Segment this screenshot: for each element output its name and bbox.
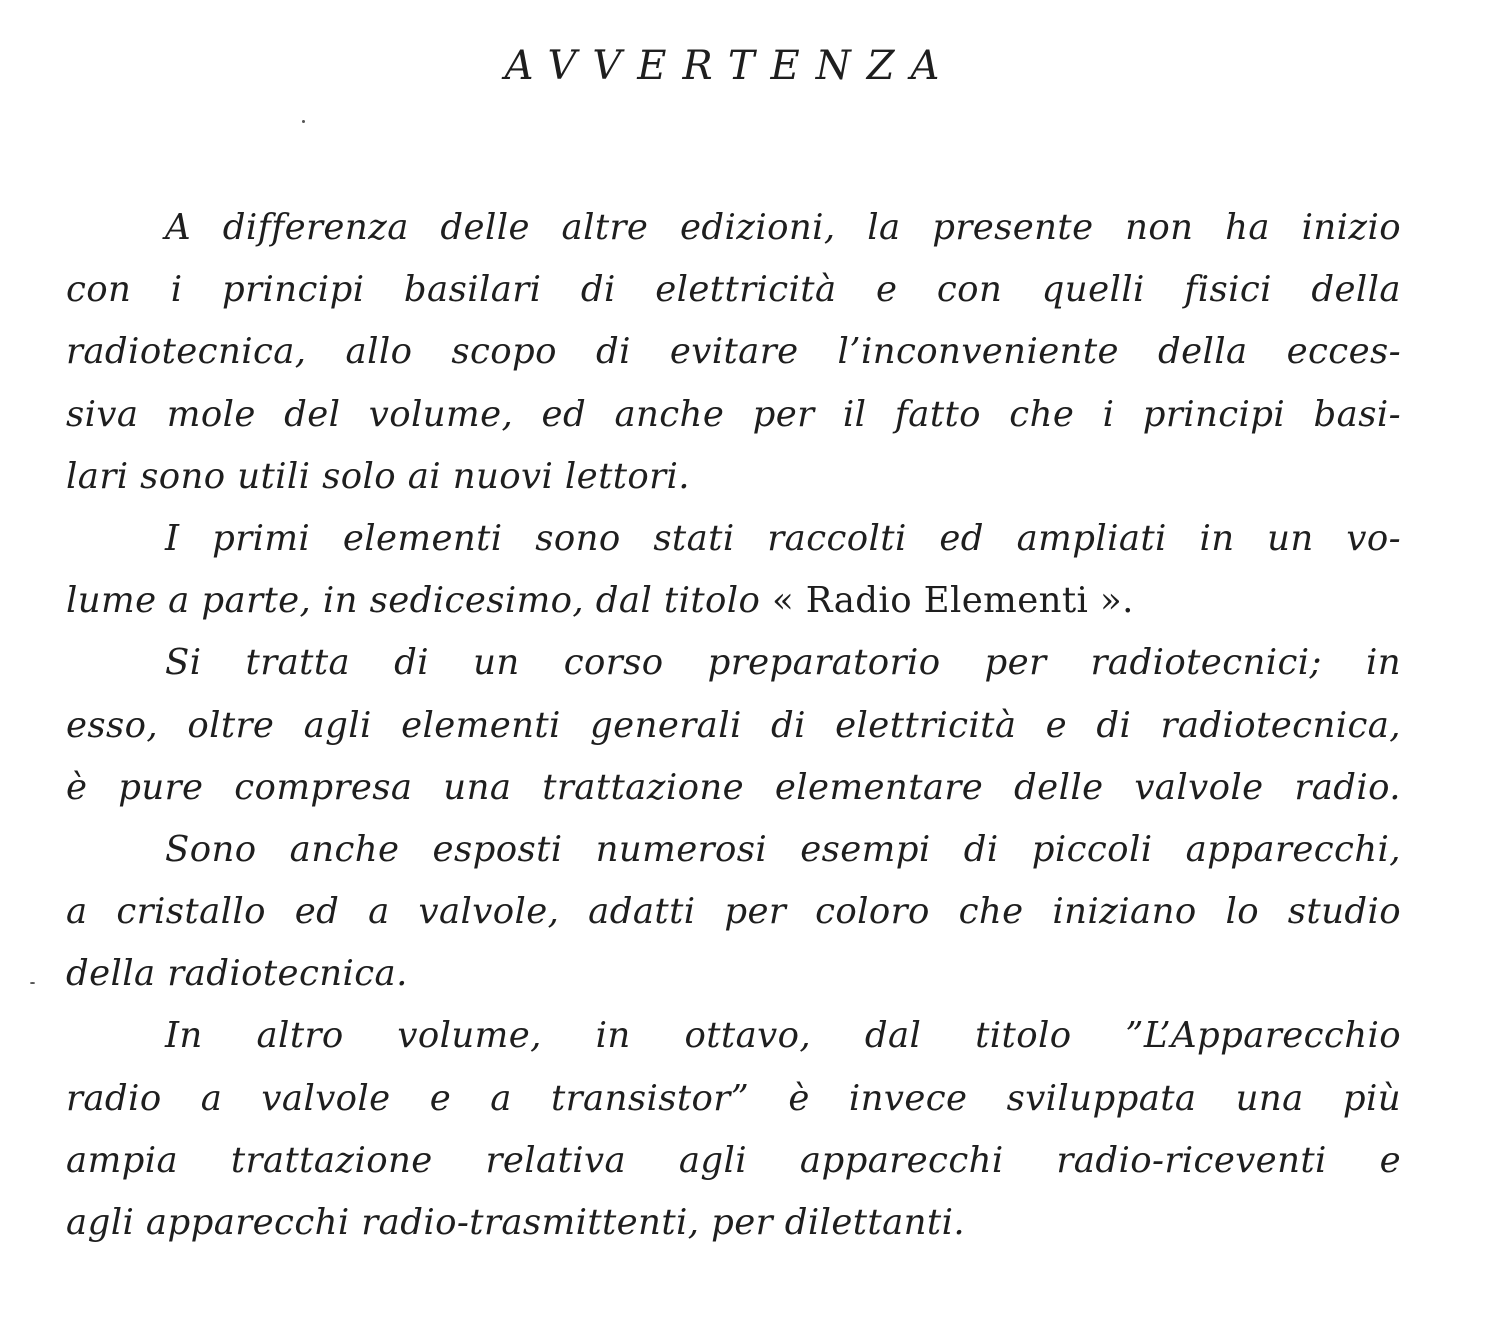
text-line: A differenza delle altre edizioni, la presente non ha inizio — [165, 207, 1401, 248]
text-line: lari sono utili solo ai nuovi lettori. — [66, 455, 690, 497]
text-line: è pure compresa una trattazione elementare delle valvole radio. — [66, 766, 1401, 808]
print-speck — [302, 120, 305, 123]
page-title: AVVERTENZA — [504, 43, 956, 89]
text-line: siva mole del volume, ed anche per il fatto che i principi basi- — [66, 393, 1401, 435]
text-line: agli apparecchi radio-trasmittenti, per dilettanti. — [66, 1202, 966, 1243]
text-line: con i principi basilari di elettricità e con quelli fisici della — [66, 269, 1401, 311]
text-line-with-title — [66, 570, 1401, 632]
text-line: a cristallo ed a valvole, adatti per coloro che iniziano lo studio — [66, 891, 1401, 933]
text-line: radiotecnica, allo scopo di evitare l’inconveniente della ecces- — [66, 331, 1401, 373]
text-line: radio a valvole e a transistor” è invece sviluppata una più — [66, 1077, 1401, 1119]
book-title-radio-elementi: « Radio Elementi ». — [772, 580, 1134, 622]
body-text — [66, 197, 1401, 1254]
text-line: Si tratta di un corso preparatorio per radiotecnici; in — [165, 642, 1401, 684]
text-line: esso, oltre agli elementi generali di elettricità e di radiotecnica, — [66, 704, 1401, 746]
text-fragment: lume a parte, in sedicesimo, dal titolo — [66, 580, 761, 622]
text-line: della radiotecnica. — [66, 953, 408, 995]
text-line: In altro volume, in ottavo, dal titolo ”L’Apparecchio — [165, 1015, 1401, 1057]
print-speck — [30, 982, 35, 984]
text-line: ampia trattazione relativa agli apparecchi radio-riceventi e — [66, 1139, 1401, 1181]
text-line: I primi elementi sono stati raccolti ed ampliati in un vo- — [165, 517, 1401, 559]
text-line: Sono anche esposti numerosi esempi di piccoli apparecchi, — [165, 828, 1401, 870]
